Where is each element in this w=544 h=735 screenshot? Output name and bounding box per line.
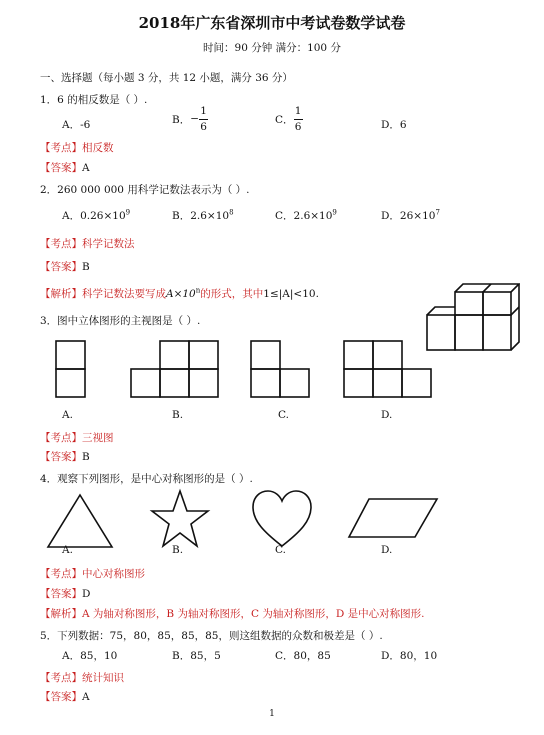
q1-option-d: D．6	[381, 119, 407, 131]
page-number: 1	[269, 709, 275, 719]
q2-option-d: D．$26\times 10^7$	[381, 208, 440, 222]
q4-answer: 【答案】D	[40, 588, 91, 600]
q5-answer: 【答案】A	[40, 691, 90, 703]
q4-jiexi: 【解析】A 为轴对称图形，B 为轴对称图形，C 为轴对称图形，D 是中心对称图形.	[40, 608, 425, 620]
q5-option-c: C．80，85	[275, 650, 331, 662]
q1-kaodian: 【考点】相反数	[40, 142, 114, 154]
q5-option-d: D．80，10	[381, 650, 438, 662]
q1-option-c: C． $\frac{1}{6}$	[275, 105, 302, 133]
q3-figure-b	[130, 340, 220, 398]
q3-label-a: A.	[62, 409, 73, 421]
q2-stem: 2．260 000 000 用科学记数法表示为（ ）.	[40, 184, 250, 196]
q2-jiexi: 【解析】科学记数法要写成$A\times 10^n$的形式，其中1≤|A|<10.	[40, 286, 319, 300]
q3-kaodian: 【考点】三视图	[40, 432, 114, 444]
page-title: 2018年广东省深圳市中考试卷数学试卷	[138, 14, 406, 32]
q3-label-d: D.	[381, 409, 393, 421]
q3-label-b: B.	[172, 409, 184, 421]
q3-figure-a	[55, 340, 87, 398]
q1-option-b: B． − $\frac{1}{6}$	[172, 105, 207, 133]
q4-stem: 4．观察下列图形，是中心对称图形的是（ ）.	[40, 473, 253, 485]
q4-label-c: C.	[275, 544, 286, 556]
q5-stem: 5．下列数据：75，80，85，85，85，则这组数据的众数和极差是（ ）.	[40, 630, 383, 642]
q2-option-b: B．$2.6\times 10^8$	[172, 208, 234, 222]
q2-option-a: A．$0.26\times 10^9$	[62, 208, 131, 222]
q4-triangle-figure	[45, 492, 115, 550]
q4-label-b: B.	[172, 544, 184, 556]
q5-option-a: A．85，10	[62, 650, 118, 662]
cube-solid-figure	[425, 280, 520, 355]
q4-kaodian: 【考点】中心对称图形	[40, 568, 145, 580]
q1-stem: 1．6 的相反数是（ ）.	[40, 94, 148, 106]
q3-figure-d	[343, 340, 433, 398]
q5-option-b: B．85，5	[172, 650, 221, 662]
q1-answer: 【答案】A	[40, 162, 90, 174]
q2-option-c: C．$2.6\times 10^9$	[275, 208, 337, 222]
q4-parallelogram-figure	[347, 496, 439, 540]
q4-heart-figure	[250, 488, 314, 550]
q2-answer: 【答案】B	[40, 261, 90, 273]
q1-option-a: A．-6	[62, 119, 91, 131]
q4-star-figure	[148, 488, 212, 550]
q2-kaodian: 【考点】科学记数法	[40, 238, 135, 250]
exam-info: 时间：90 分钟 满分：100 分	[203, 42, 341, 54]
q4-label-a: A.	[62, 544, 73, 556]
q3-label-c: C.	[278, 409, 289, 421]
section-heading: 一、选择题（每小题 3 分，共 12 小题，满分 36 分）	[40, 72, 293, 84]
q3-answer: 【答案】B	[40, 451, 90, 463]
q3-stem: 3．图中立体图形的主视图是（ ）.	[40, 315, 201, 327]
q3-figure-c	[250, 340, 312, 398]
q5-kaodian: 【考点】统计知识	[40, 672, 124, 684]
q4-label-d: D.	[381, 544, 393, 556]
